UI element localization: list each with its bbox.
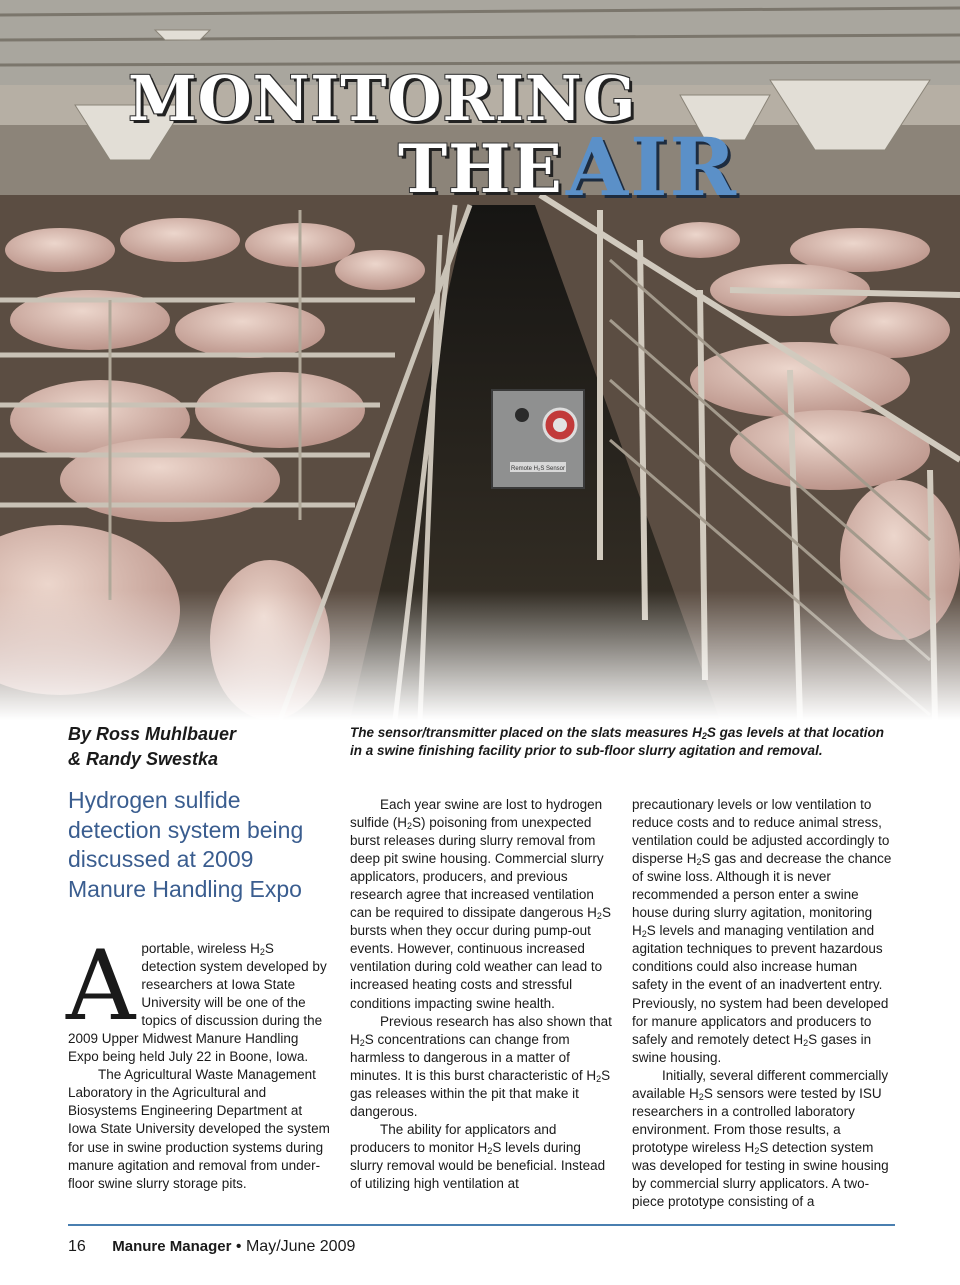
paragraph: precautionary levels or low ventilation to reduce costs and to reduce animal stress, ventilation could be adjusted accordingly to disperse $H_2S$ gas and decrease the chance of swine loss. Although it is never recommended a person enter a swine house during slurry agitation, monitoring $H_2S$ levels and managing ventilation and agitation techniques to prevent hazardous conditions could also increase human safety in the event of an inadvertent entry. Previously, no system had been developed for manure applicators and producers to safely and remotely detect $H_2S$ gases in swine housing. — [632, 797, 892, 1065]
byline-author-2: & Randy Swestka — [68, 749, 219, 769]
article-column-1 — [66, 930, 330, 1193]
paragraph: Initially, several different commercially available $H_2S$ sensors were tested by ISU researchers in a controlled laboratory environment. From those results, a prototype wireless $H_2S$ detection system was developed for testing in swine housing by commercial slurry applicators. A two-piece prototype consisting of a — [632, 1067, 889, 1210]
byline-author-1: By Ross Muhlbauer — [68, 724, 237, 744]
deck-subtitle: Hydrogen sulfide detection system being discussed at 2009 Manure Handling Expo — [68, 787, 304, 902]
page-footer — [68, 1238, 355, 1256]
paragraph: The Agricultural Waste Management Laboratory in the Agricultural and Biosystems Engineering Department at Iowa State University developed the system for use in swine production systems during manure agitation and removal from under-floor swine slurry storage pits. — [68, 1067, 330, 1191]
article-column-3 — [632, 796, 894, 1211]
byline — [68, 722, 236, 772]
footer-bullet: • — [235, 1238, 242, 1255]
headline-line3: AIR — [566, 120, 738, 214]
magazine-name: Manure Manager — [112, 1238, 232, 1255]
page-number: 16 — [68, 1238, 86, 1255]
headline-line2: THE — [398, 130, 563, 208]
headline-line1: MONITORING — [128, 62, 637, 135]
footer-rule — [68, 1224, 895, 1226]
paragraph: The ability for applicators and producers to monitor $H_2S$ levels during slurry removal would be beneficial. Instead of utilizing high ventilation at — [350, 1121, 606, 1191]
issue-date: May/June 2009 — [245, 1238, 356, 1255]
paragraph: Previous research has also shown that $H_2S$ concentrations can change from harmless to dangerous in a matter of minutes. It is this burst characteristic of $H_2S$ gas releases within the pit that make it dangerous. — [350, 1013, 612, 1119]
photo-caption: The sensor/transmitter placed on the slats measures $H_2S$ gas levels at that location in a swine finishing facility prior to sub-floor slurry agitation and removal. — [350, 725, 884, 758]
paragraph: Each year swine are lost to hydrogen sulfide $(H_2S)$ poisoning from unexpected burst releases during slurry removal from deep pit swine housing. Commercial slurry applicators, producers, and previous research agree that increased ventilation can be required to dissipate dangerous $H_2S$ bursts when they occur during pump-out events. However, continuous increased ventilation during cold weather can lead to increased heating costs and stressful conditions impacting swine health. — [350, 797, 611, 1011]
article-column-2 — [350, 796, 612, 1193]
paragraph: Aportable, wireless $H_2S$ detection system developed by researchers at Iowa State University will be one of the topics of discussion during the 2009 Upper Midwest Manure Handling Expo being held July 22 in Boone, Iowa. — [66, 930, 327, 1065]
drop-cap: A — [66, 930, 136, 1042]
